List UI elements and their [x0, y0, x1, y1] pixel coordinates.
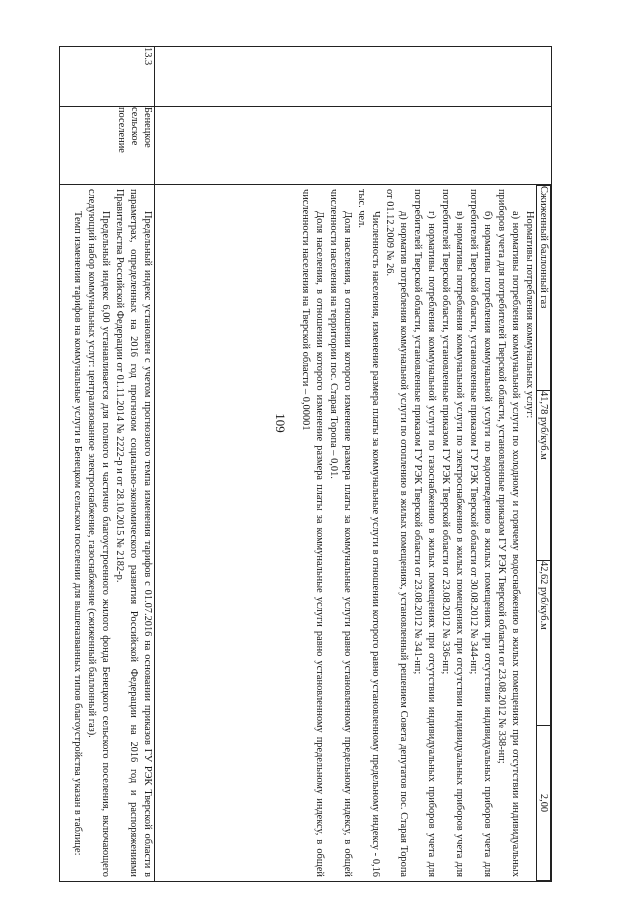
row-place: Бенецкое сельское поселение	[60, 107, 155, 185]
cell-content-lower	[60, 185, 155, 882]
gas-price-row	[536, 185, 551, 881]
gas-price-2017: 42,62 руб/куб.м	[537, 561, 551, 726]
paragraph-norms-title: Нормативы потребления коммунальных услуг:	[524, 211, 535, 419]
paragraph-index-value: Предельный индекс 6,00 устанавливается для полного и частично благоустроенного жилого фонда Бенецкого сельского поселения, включающего следующий набор коммунальных услуг: централизованное электроснабжение, газоснабжение (сжиженный баллонный газ).	[86, 189, 111, 877]
tariff-table	[59, 46, 552, 882]
cell-content-upper	[155, 185, 552, 882]
row-number: 13.3	[60, 47, 155, 107]
paragraph-norm-d: г) нормативы потребления коммунальной услуги по газоснабжению в жилых помещениях при отсутствии индивидуальных приборов учета для потребителей Тверской области, установленные приказом ГУ РЭК Тверской области от 23.08.2012 № 341-нп;	[412, 189, 437, 877]
paragraph-norm-b: б) нормативы потребления коммунальной услуги по водоотведению в жилых помещениях при отсутствии индивидуальных приборов учета для потребителей Тверской области, установленные приказом ГУ РЭК Тверской области от 30.08.2012 № 344-нп;	[468, 189, 493, 877]
paragraph-share-region: Доля населения, в отношении которого изменение размера платы за коммунальные услуги равно установленному предельному индексу, в общей численности населения на Тверской области – 0,00001	[300, 189, 325, 877]
table-row-13-3	[60, 47, 155, 882]
gas-label: Сжиженный баллонный газ	[537, 186, 551, 391]
table-row-previous	[155, 47, 552, 882]
gas-price-2016: 41,78 руб/куб.м	[537, 391, 551, 561]
paragraph-share-local: Доля населения, в отношении которого изменение размера платы за коммунальные услуги равно установленному предельному индексу, в общей численности населения на территории пос. Старая Торопа – 0,01.	[328, 189, 353, 877]
cell-number-empty	[155, 47, 552, 107]
paragraph-table-intro: Темп изменения тарифов на коммунальные услуги в Бенецком сельском поселении для вышеназванных типов благоустройства указан в таблице:	[72, 211, 83, 856]
paragraph-population: Численность населения, изменение размера платы за коммунальные услуги в отношении которого равно установленному предельному индексу - 0,16 тыс. чел.	[356, 189, 381, 877]
gas-index: 2,00	[537, 726, 551, 881]
paragraph-norm-a: а) нормативы потребления коммунальной услуги по холодному и горячему водоснабжению в жилых помещениях при отсутствии индивидуальных приборов учета для потребителей Тверской области, установленные приказом ГУ РЭК Тверской области от 23.08.2012 № 338-нп;	[496, 189, 521, 877]
document-page	[60, 46, 552, 882]
paragraph-norm-c: в) нормативы потребления коммунальной услуги по электроснабжению в жилых помещениях при отсутствии индивидуальных приборов учета для потребителей Тверской области, установленные приказом ГУ РЭК Тверской области от 23.08.2012 № 336-нп;	[440, 189, 465, 877]
page-number: 109	[272, 413, 288, 433]
paragraph-index-basis: Предельный индекс установлен с учетом прогнозного темпа изменения тарифов с 01.07.2016 на основании приказов ГУ РЭК Тверской области в параметрах, определенных на 2016 год прогнозом социально-экономического развития Российской Федерации на 2016 год и распоряжениями Правительства Российской Федерации от 01.11.2014 № 2222-р и от 28.10.2015 № 2182-р.	[114, 189, 153, 877]
paragraph-norm-e: д) норматив потребления коммунальной услуги по отоплению в жилых помещениях, установленный решением Совета депутатов пос. Старая Торопа от 01.12.2009 № 26.	[384, 189, 409, 877]
cell-place-empty	[155, 107, 552, 185]
